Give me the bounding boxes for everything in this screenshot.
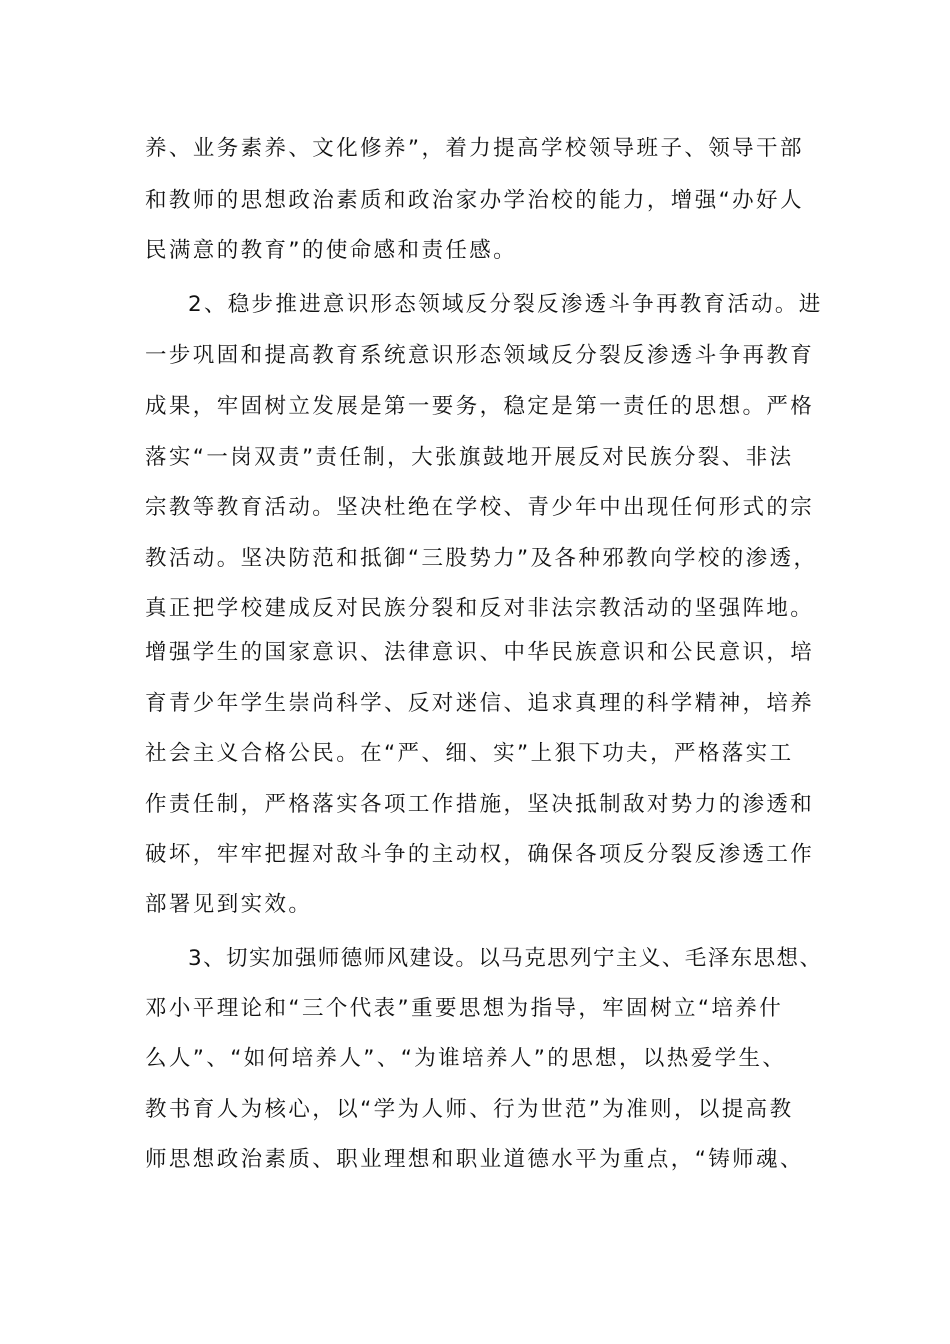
text-line: 教活动。坚决防范和抵御“三股势力”及各种邪教向学校的渗透， <box>145 546 818 571</box>
text-line: 一步巩固和提高教育系统意识形态领域反分裂反渗透斗争再教育 <box>145 343 815 368</box>
text-line: 部署见到实效。 <box>145 892 313 917</box>
text-line: 破坏，牢牢把握对敌斗争的主动权，确保各项反分裂反渗透工作 <box>145 842 815 867</box>
text-line: 2、稳步推进意识形态领域反分裂反渗透斗争再教育活动。进 <box>188 292 823 317</box>
text-line: 3、切实加强师德师风建设。以马克思列宁主义、毛泽东思想、 <box>188 946 823 971</box>
text-line: 教书育人为核心，以“学为人师、行为世范”为准则，以提高教 <box>145 1097 794 1122</box>
text-line: 社会主义合格公民。在“严、细、实”上狠下功夫，严格落实工 <box>145 741 794 766</box>
text-line: 么人”、“如何培养人”、“为谁培养人”的思想，以热爱学生、 <box>145 1046 787 1071</box>
text-line: 作责任制，严格落实各项工作措施，坚决抵制敌对势力的渗透和 <box>145 792 815 817</box>
text-line: 增强学生的国家意识、法律意识、中华民族意识和公民意识，培 <box>145 640 815 665</box>
text-line: 宗教等教育活动。坚决杜绝在学校、青少年中出现任何形式的宗 <box>145 495 815 520</box>
text-line: 邓小平理论和“三个代表”重要思想为指导，牢固树立“培养什 <box>145 996 784 1021</box>
text-line: 和教师的思想政治素质和政治家办学治校的能力，增强“办好人 <box>145 188 804 213</box>
text-line: 真正把学校建成反对民族分裂和反对非法宗教活动的坚强阵地。 <box>145 596 815 621</box>
text-line: 民满意的教育”的使命感和责任感。 <box>145 238 518 263</box>
text-line: 落实“一岗双责”责任制，大张旗鼓地开展反对民族分裂、非法 <box>145 445 794 470</box>
text-line: 育青少年学生崇尚科学、反对迷信、追求真理的科学精神，培养 <box>145 691 815 716</box>
text-line: 养、业务素养、文化修养”，着力提高学校领导班子、领导干部 <box>145 136 804 161</box>
text-line: 师思想政治素质、职业理想和职业道德水平为重点，“铸师魂、 <box>145 1147 804 1172</box>
text-line: 成果，牢固树立发展是第一要务，稳定是第一责任的思想。严格 <box>145 394 815 419</box>
